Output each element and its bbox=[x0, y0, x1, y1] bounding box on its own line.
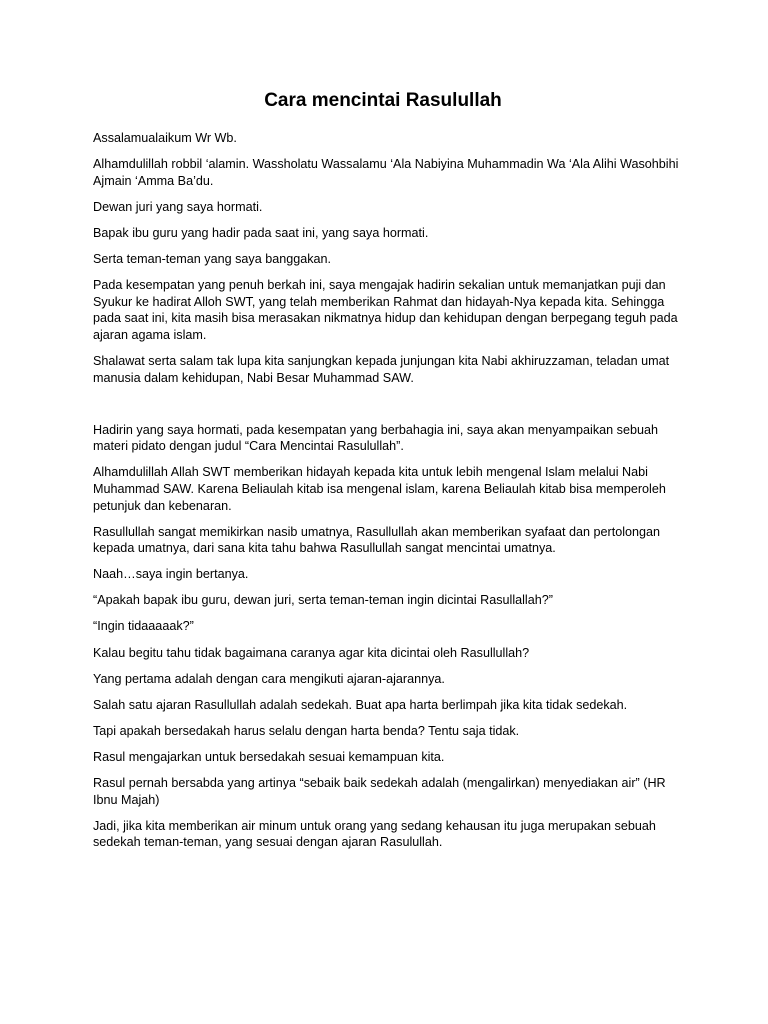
paragraph-ability: Rasul mengajarkan untuk bersedakah sesuai kemampuan kita. bbox=[93, 749, 445, 764]
paragraph-teacher-address: Bapak ibu guru yang hadir pada saat ini, yang saya hormati. bbox=[93, 225, 429, 240]
paragraph-exclamation: “Ingin tidaaaaak?” bbox=[93, 619, 194, 634]
paragraph-hadith: Rasul pernah bersabda yang artinya “sebaik baik sedekah adalah (mengalirkan) menyediakan air” (HR Ibnu Majah) bbox=[93, 776, 666, 807]
paragraph-jury-address: Dewan juri yang saya hormati. bbox=[93, 199, 263, 214]
paragraph-guidance: Alhamdulillah Allah SWT memberikan hidayah kepada kita untuk lebih mengenal Islam melalui Nabi Muhammad SAW. Karena Beliaulah kitab isa mengenal islam, karena Beliaulah kitab bisa memperoleh petunjuk dan kebenaran. bbox=[93, 465, 666, 513]
paragraph-greeting: Assalamualaikum Wr Wb. bbox=[93, 131, 237, 145]
paragraph-shalawat: Shalawat serta salam tak lupa kita sanjungkan kepada junjungan kita Nabi akhiruzzaman, teladan umat manusia dalam kehidupan, Nabi Besar Muhammad SAW. bbox=[93, 353, 670, 385]
paragraph-how-to: Kalau begitu tahu tidak bagaimana caranya agar kita dicintai oleh Rasullullah? bbox=[93, 645, 530, 660]
paragraph-question: “Apakah bapak ibu guru, dewan juri, serta teman-teman ingin dicintai Rasullallah?” bbox=[93, 593, 553, 608]
paragraph-intercession: Rasullullah sangat memikirkan nasib umatnya, Rasullullah akan memberikan syafaat dan pertolongan kepada umatnya, dari sana kita tahu bahwa Rasullullah sangat mencintai umatnya. bbox=[93, 524, 661, 556]
paragraph-charity-question: Tapi apakah bersedakah harus selalu dengan harta benda? Tentu saja tidak. bbox=[93, 723, 520, 738]
paragraph-first-way: Yang pertama adalah dengan cara mengikuti ajaran-ajarannya. bbox=[93, 671, 445, 686]
paragraph-opening-praise: Alhamdulillah robbil ‘alamin. Wassholatu Wassalamu ‘Ala Nabiyina Muhammadin Wa ‘Ala Alihi Wasohbihi Ajmain ‘Amma Ba’du. bbox=[93, 157, 679, 188]
paragraph-gratitude: Pada kesempatan yang penuh berkah ini, saya mengajak hadirin sekalian untuk memanjatkan puji dan Syukur ke hadirat Alloh SWT, yang telah memberikan Rahmat dan hidayah-Nya kepada kita. Sehingga pada saat ini, kita masih bisa merasakan nikmatnya hidup dan kehidupan dengan berpegang teguh pada ajaran agama islam. bbox=[93, 278, 678, 342]
paragraph-question-intro: Naah…saya ingin bertanya. bbox=[93, 567, 249, 582]
paragraph-introduction: Hadirin yang saya hormati, pada kesempatan yang berbahagia ini, saya akan menyampaikan sebuah materi pidato dengan judul “Cara Mencintai Rasulullah”. bbox=[93, 422, 658, 454]
blank-line bbox=[93, 396, 683, 422]
paragraph-conclusion: Jadi, jika kita memberikan air minum untuk orang yang sedang kehausan itu juga merupakan sebuah sedekah teman-teman, yang sesuai dengan ajaran Rasulullah. bbox=[93, 818, 656, 850]
paragraph-charity: Salah satu ajaran Rasullullah adalah sedekah. Buat apa harta berlimpah jika kita tidak sedekah. bbox=[93, 697, 628, 712]
document-page bbox=[93, 86, 683, 860]
paragraph-friends-address: Serta teman-teman yang saya banggakan. bbox=[93, 251, 332, 266]
document-title: Cara mencintai Rasulullah bbox=[264, 90, 502, 111]
